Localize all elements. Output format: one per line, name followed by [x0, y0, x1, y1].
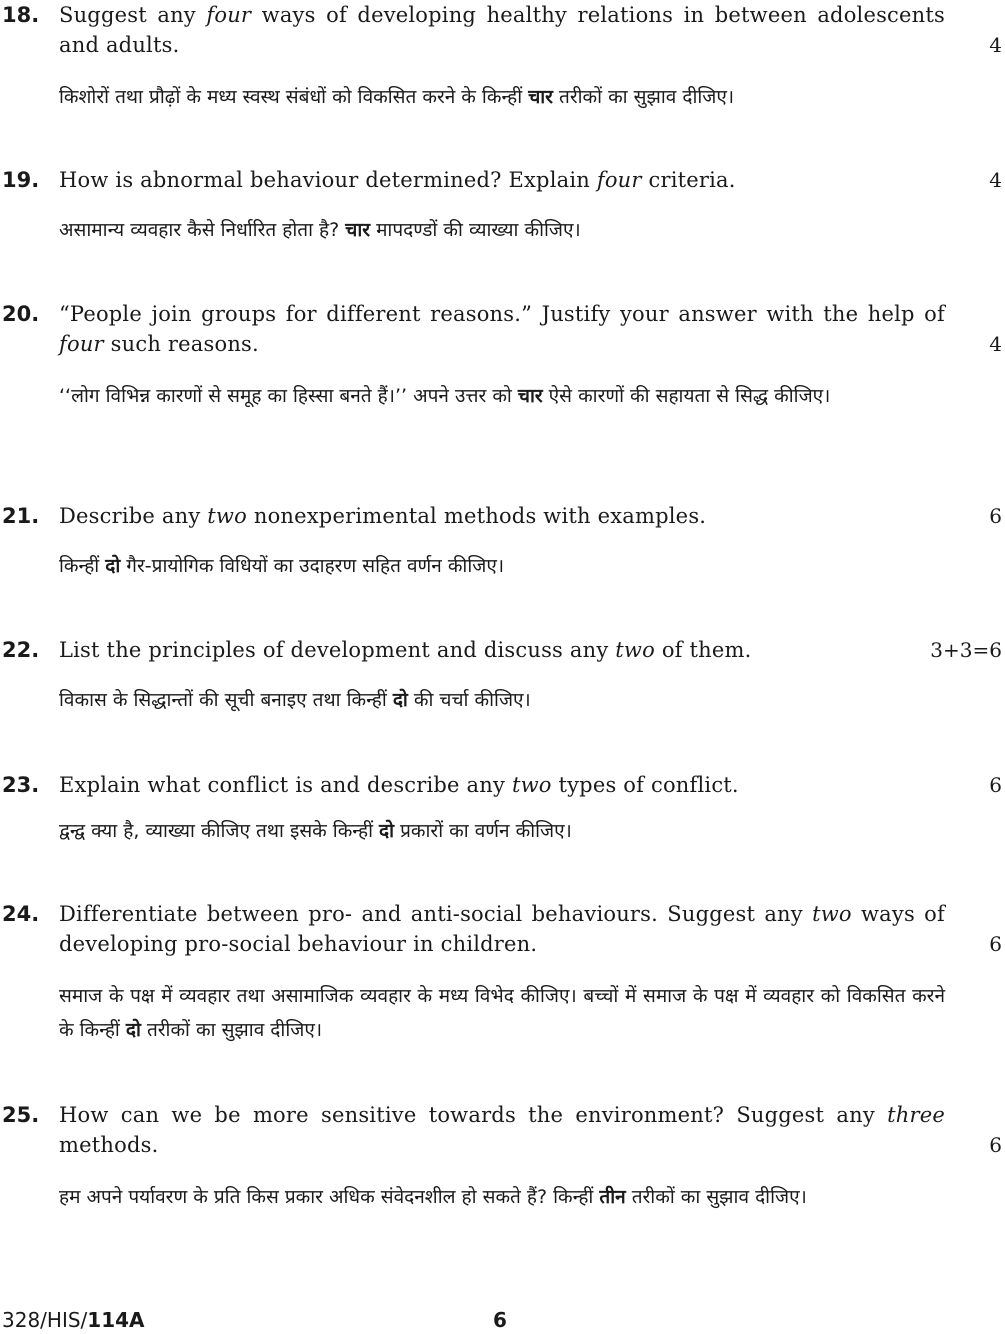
question-text-english: Suggest any four ways of developing healthy relations in between adolescents and adults. — [59, 3, 945, 57]
question-number: 23. — [2, 773, 40, 797]
question-number: 24. — [2, 902, 40, 926]
question-marks: 6 — [989, 1133, 1002, 1157]
question-number: 21. — [2, 504, 40, 528]
question-text-hindi: हम अपने पर्यावरण के प्रति किस प्रकार अधिक संवेदनशील हो सकते हैं? किन्हीं तीन तरीकों का सुझाव दीजिए। — [59, 1186, 807, 1208]
question-text-english: List the principles of development and discuss any two of them. — [59, 638, 752, 662]
question-text-hindi: ‘‘लोग विभिन्न कारणों से समूह का हिस्सा बनते हैं।’’ अपने उत्तर को चार ऐसे कारणों की सहायता से सिद्ध कीजिए। — [59, 385, 831, 407]
question-marks: 6 — [989, 773, 1002, 797]
question-marks: 6 — [989, 932, 1002, 956]
page-number: 6 — [493, 1308, 507, 1332]
question-number: 18. — [2, 3, 40, 27]
question-text-hindi: असामान्य व्यवहार कैसे निर्धारित होता है? चार मापदण्डों की व्याख्या कीजिए। — [59, 219, 581, 241]
question-text-english: How can we be more sensitive towards the environment? Suggest any three methods. — [59, 1103, 945, 1157]
question-text-english: Describe any two nonexperimental methods with examples. — [59, 504, 707, 528]
question-number: 22. — [2, 638, 40, 662]
question-text-hindi: द्वन्द्व क्या है, व्याख्या कीजिए तथा इसके किन्हीं दो प्रकारों का वर्णन कीजिए। — [59, 820, 572, 842]
question-marks: 4 — [989, 168, 1002, 192]
question-text-hindi: समाज के पक्ष में व्यवहार तथा असामाजिक व्यवहार के मध्य विभेद कीजिए। बच्चों में समाज के पक्ष में व्यवहार को विकसित करने के किन्हीं दो तरीकों का सुझाव दीजिए। — [59, 985, 945, 1041]
question-marks: 6 — [989, 504, 1002, 528]
question-number: 19. — [2, 168, 40, 192]
question-text-english: How is abnormal behaviour determined? Explain four criteria. — [59, 168, 736, 192]
question-text-english: “People join groups for different reasons.” Justify your answer with the help of four such reasons. — [59, 302, 945, 356]
question-number: 25. — [2, 1103, 40, 1127]
question-marks: 4 — [989, 332, 1002, 356]
question-marks: 4 — [989, 33, 1002, 57]
question-text-hindi: विकास के सिद्धान्तों की सूची बनाइए तथा किन्हीं दो की चर्चा कीजिए। — [59, 689, 531, 711]
question-text-hindi: किन्हीं दो गैर-प्रायोगिक विधियों का उदाहरण सहित वर्णन कीजिए। — [59, 555, 505, 577]
question-marks: 3+3=6 — [930, 638, 1002, 662]
question-text-english: Differentiate between pro- and anti-social behaviours. Suggest any two ways of developing pro-social behaviour in children. — [59, 902, 945, 956]
paper-code: 328/HIS/114A — [2, 1308, 145, 1332]
question-number: 20. — [2, 302, 40, 326]
question-text-english: Explain what conflict is and describe any two types of conflict. — [59, 773, 739, 797]
question-text-hindi: किशोरों तथा प्रौढ़ों के मध्य स्वस्थ संबंधों को विकसित करने के किन्हीं चार तरीकों का सुझाव दीजिए। — [59, 86, 735, 108]
